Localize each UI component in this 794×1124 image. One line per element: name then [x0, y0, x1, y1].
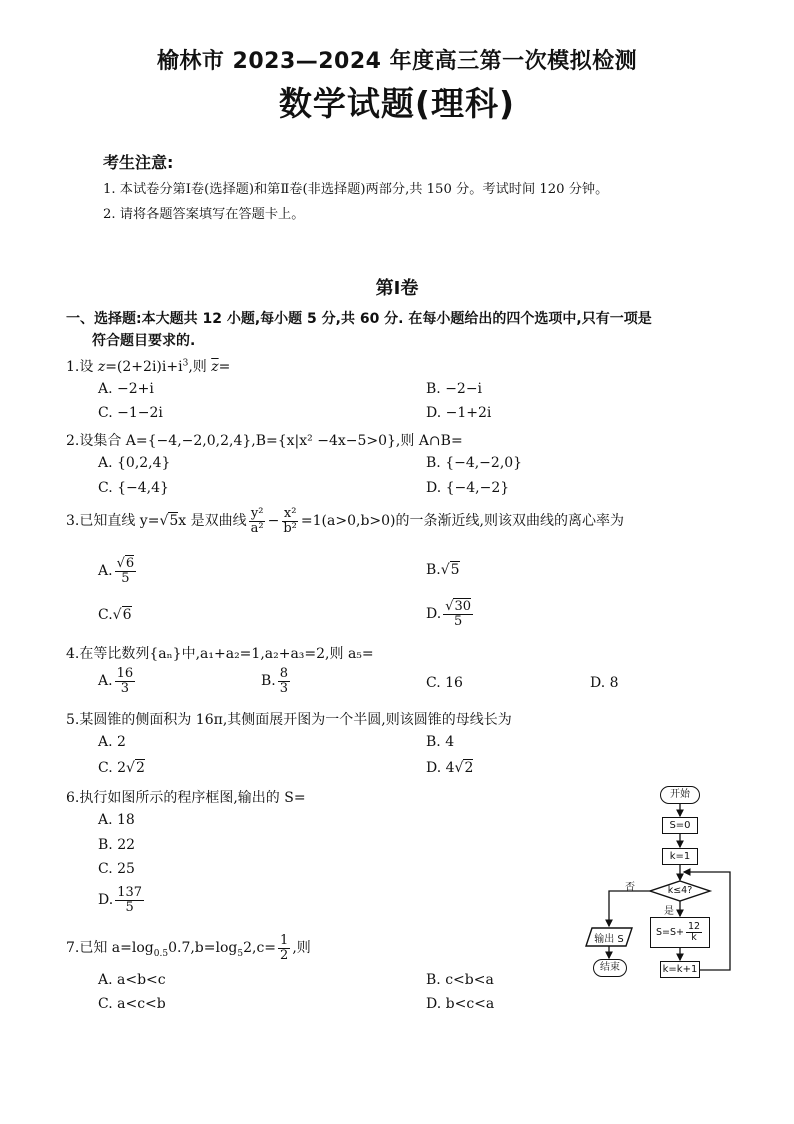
q3-option-a-den: 5	[121, 570, 130, 586]
q7-log-base-2: 5	[237, 948, 244, 959]
notice-item-2: 2. 请将各题答案填写在答题卡上。	[103, 207, 305, 222]
q3-option-b[interactable]: B.√5	[426, 562, 460, 578]
q2-option-b[interactable]: B. {−4,−2,0}	[426, 455, 523, 471]
q3-text-x: x 是双曲线	[178, 513, 247, 530]
q3-option-c-rad: 6	[122, 607, 132, 623]
q6-option-d-den: 5	[125, 899, 134, 915]
q6-option-d-num: 137	[117, 885, 143, 900]
q7-frac-c-num: 1	[280, 933, 289, 948]
q7-option-a[interactable]: A. a<b<c	[98, 972, 166, 988]
q6-number: 6.	[66, 790, 80, 806]
q4-option-d[interactable]: D. 8	[590, 675, 619, 691]
q1-text-eq: =(2+2i)i+i	[105, 359, 183, 375]
q5-option-d[interactable]: D. 4√2	[426, 760, 474, 776]
q3-option-b-label: B.	[426, 562, 441, 578]
q7-option-d[interactable]: D. b<c<a	[426, 996, 495, 1012]
flow-increment: k=k+1	[660, 961, 700, 978]
q7-text-pre: 已知 a=log	[79, 940, 154, 957]
q2-number: 2.	[66, 433, 80, 449]
flow-end: 结束	[593, 959, 627, 977]
q3-option-d-rad: 30	[454, 599, 472, 614]
flow-update-s	[650, 917, 710, 948]
q5-option-a[interactable]: A. 2	[98, 734, 126, 750]
volume-title: 第Ⅰ卷	[375, 278, 419, 299]
q3-number: 3.	[66, 513, 80, 530]
q3-text-pre: 已知直线 y=	[79, 513, 160, 530]
q7-text-mid1: 0.7,b=log	[168, 940, 238, 957]
q5-option-d-text: D. 4	[426, 760, 455, 776]
flow-update-s-text: S=S+	[655, 927, 684, 938]
q4-number: 4.	[66, 646, 80, 662]
q2-text: 设集合 A={−4,−2,0,2,4},B={x|x² −4x−5>0},则 A∩B=	[79, 433, 463, 449]
q1-exponent: 3	[182, 358, 189, 369]
flow-update-s-den: k	[691, 932, 697, 943]
q4-option-a-num: 16	[116, 666, 134, 681]
q3-option-c[interactable]: C.√6	[98, 607, 132, 623]
exam-title-line2: 数学试题(理科)	[278, 84, 516, 123]
q7-option-b[interactable]: B. c<b<a	[426, 972, 494, 988]
q7-number: 7.	[66, 940, 80, 957]
q4-option-b-label: B.	[261, 673, 276, 690]
q1-var-z: z	[97, 359, 106, 375]
q1-text-mid: ,则	[188, 359, 212, 375]
q3-option-a-label: A.	[98, 563, 113, 580]
q5-text: 某圆锥的侧面积为 16π,其侧面展开图为一个半圆,则该圆锥的母线长为	[79, 712, 512, 728]
q2-option-a[interactable]: A. {0,2,4}	[98, 455, 171, 471]
q4-option-b-den: 3	[279, 680, 289, 696]
q2-option-d[interactable]: D. {−4,−2}	[426, 480, 510, 496]
flow-no-label: 否	[625, 882, 635, 893]
q4-text: 在等比数列{aₙ}中,a₁+a₂=1,a₂+a₃=2,则 a₅=	[79, 646, 374, 662]
question-3: 3.已知直线 y=√5x 是双曲线 $\frac{\text{y²}}{\text{a²}}$ − $\frac{\text{x²}}{\text{b²}}$ =1(a>0,b>0)的一条渐近线,则该双曲线的离心率为	[66, 506, 624, 536]
exam-title-line1: 榆林市 2023—2024 年度高三第一次模拟检测	[156, 49, 638, 74]
q7-log-base-1: 0.5	[153, 948, 169, 959]
flow-condition-label: k≤4?	[667, 885, 693, 896]
q3-frac-y-num: y²	[250, 506, 264, 521]
q1-text-post: =	[218, 359, 231, 375]
q3-frac-x-num: x²	[283, 506, 297, 521]
q3-option-b-rad: 5	[450, 562, 460, 578]
q3-option-d-den: 5	[453, 613, 463, 629]
flow-yes-label: 是	[664, 906, 674, 917]
q6-text: 执行如图所示的程序框图,输出的 S=	[79, 790, 306, 806]
q3-frac-y-den: a²	[250, 520, 264, 536]
flow-start: 开始	[660, 786, 700, 804]
q3-sqrt-5: 5	[169, 513, 179, 530]
q3-option-d-label: D.	[426, 606, 442, 623]
q3-option-c-label: C.	[98, 607, 113, 623]
flow-init-k: k=1	[662, 848, 698, 865]
q1-option-a[interactable]: A. −2+i	[98, 381, 154, 397]
q3-minus: −	[267, 513, 280, 530]
q1-option-b[interactable]: B. −2−i	[426, 381, 483, 397]
q5-option-b[interactable]: B. 4	[426, 734, 455, 750]
q6-option-c[interactable]: C. 25	[98, 861, 135, 877]
q5-option-c[interactable]: C. 2√2	[98, 760, 145, 776]
q4-option-c[interactable]: C. 16	[426, 675, 463, 691]
q3-option-a-num: √6	[116, 556, 135, 571]
q5-option-d-rad: 2	[464, 760, 474, 776]
q6-option-d-label: D.	[98, 892, 114, 909]
section-instruction-line2: 符合题目要求的.	[92, 333, 196, 349]
q4-option-a-den: 3	[120, 680, 129, 696]
q2-option-c[interactable]: C. {−4,4}	[98, 480, 169, 496]
notice-heading: 考生注意:	[103, 153, 174, 172]
q1-conjugate-z: $\overline{z}$	[211, 359, 219, 375]
q6-option-b[interactable]: B. 22	[98, 837, 136, 853]
q3-option-d-num: √30	[445, 599, 472, 614]
flow-update-s-num: 12	[687, 921, 701, 933]
q4-option-a-label: A.	[98, 673, 113, 690]
q1-option-c[interactable]: C. −1−2i	[98, 405, 163, 421]
q7-frac-c-den: 2	[280, 947, 289, 963]
q5-option-c-rad: 2	[135, 760, 145, 776]
q4-option-b-num: 8	[279, 666, 289, 681]
section-instruction-line1: 一、选择题:本大题共 12 小题,每小题 5 分,共 60 分. 在每小题给出的四个选项中,只有一项是	[66, 311, 652, 327]
q6-option-a[interactable]: A. 18	[98, 812, 135, 828]
q1-text-pre: 设	[79, 359, 98, 375]
q1-number: 1.	[66, 359, 80, 375]
q7-text-post: ,则	[292, 940, 311, 957]
arrow-cond-to-output	[609, 891, 652, 926]
notice-item-1: 1. 本试卷分第Ⅰ卷(选择题)和第Ⅱ卷(非选择题)两部分,共 150 分。考试时间 120 分钟。	[103, 182, 609, 197]
flow-update-s-frac	[686, 922, 702, 943]
q3-option-a-rad: 6	[125, 556, 135, 571]
flow-output: 输出 S	[594, 934, 624, 945]
q5-option-c-text: C. 2	[98, 760, 127, 776]
q1-option-d[interactable]: D. −1+2i	[426, 405, 492, 421]
q3-frac-x-den: b²	[283, 520, 297, 536]
q7-option-c[interactable]: C. a<c<b	[98, 996, 166, 1012]
q5-number: 5.	[66, 712, 80, 728]
flow-init-s: S=0	[662, 817, 698, 834]
q7-text-mid2: 2,c=	[243, 940, 277, 957]
q3-text-post: =1(a>0,b>0)的一条渐近线,则该双曲线的离心率为	[300, 513, 624, 530]
